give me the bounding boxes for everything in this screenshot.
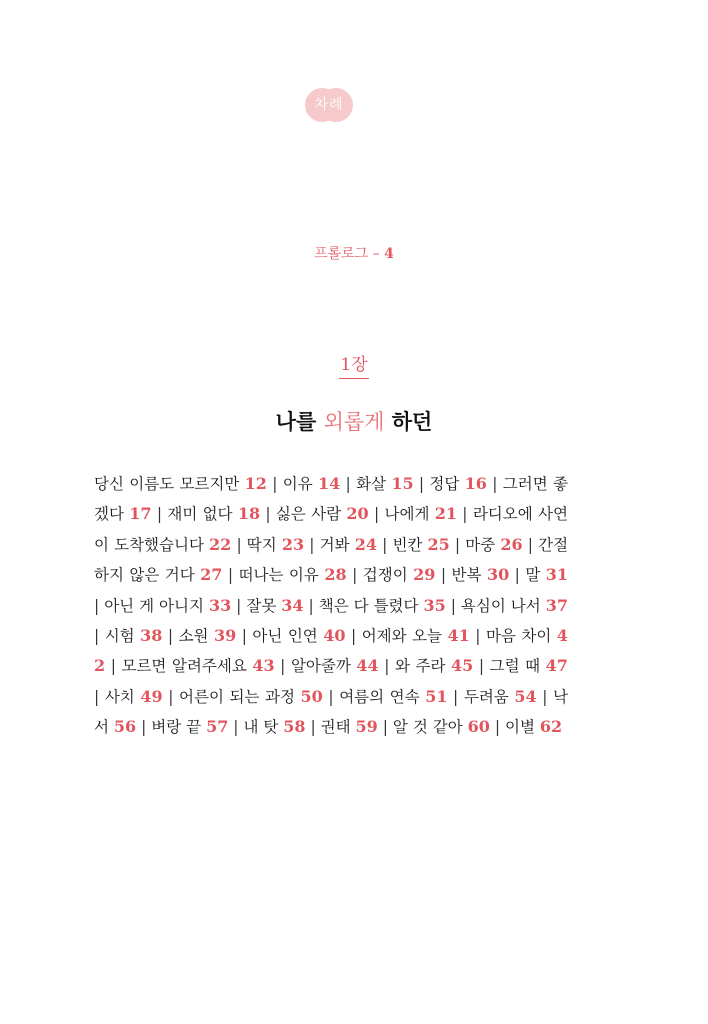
- toc-entry[interactable]: [363, 566, 436, 584]
- toc-entry[interactable]: [167, 505, 260, 523]
- toc-entry-title: 재미 없다: [167, 505, 233, 524]
- toc-entry-title: 모르면 알려주세요: [121, 657, 247, 676]
- toc-entry-title: 잘못: [246, 596, 277, 615]
- entry-separator: |: [494, 718, 501, 737]
- entry-separator: |: [94, 596, 100, 615]
- toc-entry-title: 간절하지 않은 거다: [94, 535, 569, 585]
- toc-entry-page: 44: [356, 656, 379, 676]
- entry-separator: |: [450, 596, 456, 615]
- toc-entry[interactable]: [465, 536, 522, 554]
- toc-entry-title: 이별: [504, 718, 535, 737]
- toc-entry-title: 권태: [320, 718, 351, 737]
- entry-separator: |: [462, 505, 468, 524]
- entry-separator: |: [514, 566, 520, 585]
- toc-entry[interactable]: [105, 688, 163, 706]
- chapter-title-pre: 나를: [275, 410, 317, 434]
- toc-entry-title: 싫은 사람: [275, 505, 342, 524]
- toc-entry-title: 그럴 때: [489, 657, 541, 676]
- toc-entry-page: 51: [425, 686, 448, 706]
- entry-separator: |: [308, 596, 314, 615]
- toc-entry-page: 24: [354, 534, 377, 554]
- toc-entry-page: 31: [545, 565, 569, 585]
- entry-separator: |: [280, 657, 286, 676]
- entry-separator: |: [475, 627, 481, 646]
- toc-entry[interactable]: [252, 627, 345, 645]
- toc-entry[interactable]: [395, 657, 473, 675]
- toc-entry-title: 화살: [356, 475, 387, 493]
- toc-entry-title: 어제와 오늘: [361, 627, 443, 646]
- toc-entry-page: 41: [447, 626, 470, 646]
- toc-entry[interactable]: [321, 718, 378, 736]
- toc-entry-title: 책은 다 틀렸다: [318, 596, 419, 615]
- toc-entry-page: 47: [545, 656, 568, 676]
- entry-separator: |: [384, 657, 390, 676]
- toc-entry-title: 정답: [429, 475, 460, 493]
- toc-entry-page: 28: [324, 565, 347, 585]
- entry-separator: |: [527, 535, 533, 554]
- toc-entry-title: 사치: [104, 687, 135, 706]
- toc-entry-page: 56: [113, 717, 137, 737]
- toc-entry[interactable]: [291, 657, 379, 675]
- toc-entry[interactable]: [464, 688, 537, 706]
- entry-separator: |: [233, 718, 239, 737]
- entry-separator: |: [265, 505, 271, 524]
- toc-entry-title: 와 주라: [395, 657, 446, 676]
- entry-separator: |: [94, 627, 100, 646]
- toc-entry-list: [94, 469, 568, 743]
- toc-entry-page: 42: [94, 626, 568, 676]
- toc-entry-title: 거봐: [319, 535, 350, 554]
- entry-separator: |: [440, 566, 447, 585]
- toc-entry-page: 49: [140, 686, 163, 706]
- chapter-number-label: 1장: [339, 350, 368, 379]
- toc-entry[interactable]: [392, 536, 449, 554]
- toc-entry-page: 15: [391, 474, 414, 493]
- prologue-title: 프롤로그: [314, 246, 369, 262]
- toc-entry[interactable]: [490, 657, 568, 675]
- toc-entry-page: 58: [283, 717, 306, 737]
- toc-entry[interactable]: [339, 688, 447, 706]
- toc-entry-title: 여름의 연속: [339, 687, 420, 706]
- entry-separator: |: [241, 627, 247, 646]
- toc-entry-title: 어른이 되는 과정: [179, 687, 295, 706]
- toc-entry-page: 16: [464, 474, 487, 493]
- entry-separator: |: [227, 566, 234, 585]
- toc-entry-page: 40: [323, 626, 346, 646]
- entry-separator: |: [310, 718, 316, 737]
- entry-separator: |: [382, 718, 388, 737]
- toc-entry-page: 59: [355, 717, 378, 737]
- toc-entry-page: 37: [545, 595, 568, 615]
- entry-separator: |: [94, 687, 100, 706]
- entry-separator: |: [478, 657, 485, 676]
- toc-entry-title: 욕심이 나서: [460, 596, 541, 615]
- toc-entry-title: 내 탓: [243, 718, 279, 737]
- toc-entry-page: 43: [252, 656, 275, 676]
- toc-entry-title: 그러면 좋겠다: [94, 475, 568, 524]
- entry-separator: |: [492, 475, 498, 493]
- entry-separator: |: [156, 505, 163, 524]
- toc-entry-page: 57: [206, 717, 229, 737]
- entry-separator: |: [350, 627, 357, 646]
- toc-entry[interactable]: [243, 718, 305, 736]
- toc-entry-title: 마음 차이: [485, 627, 552, 646]
- toc-entry-page: 45: [451, 656, 474, 676]
- toc-entry-page: 22: [209, 534, 232, 554]
- toc-entry[interactable]: [121, 657, 274, 675]
- toc-entry[interactable]: [429, 475, 487, 493]
- entry-separator: |: [373, 505, 380, 524]
- toc-entry-title: 떠나는 이유: [238, 566, 319, 585]
- toc-entry-title: 소원: [178, 627, 209, 646]
- toc-entry-page: 50: [300, 686, 323, 706]
- toc-entry[interactable]: [505, 718, 562, 736]
- toc-entry-title: 겁쟁이: [362, 566, 408, 585]
- toc-entry-title: 이유: [282, 475, 313, 493]
- toc-entry-title: 아닌 인연: [252, 627, 318, 646]
- toc-entry[interactable]: [179, 688, 323, 706]
- entry-separator: |: [345, 475, 351, 493]
- toc-entry-page: 34: [281, 595, 304, 615]
- toc-entry-title: 라디오에 사연이 도착했습니다: [94, 505, 568, 554]
- toc-entry-title: 반복: [451, 566, 482, 585]
- toc-entry-page: 29: [413, 565, 436, 585]
- toc-entry[interactable]: [151, 718, 228, 736]
- toc-entry-page: 27: [200, 565, 223, 585]
- toc-entry-page: 35: [423, 595, 446, 615]
- toc-entry[interactable]: [283, 475, 341, 493]
- toc-entry-page: 33: [208, 595, 232, 615]
- toc-entry-title: 아닌 게 아니지: [104, 596, 204, 615]
- toc-entry-page: 38: [140, 626, 163, 646]
- prologue-page: 4: [384, 246, 394, 262]
- toc-entry-page: 23: [281, 534, 305, 554]
- toc-entry-title: 알아줄까: [290, 657, 351, 676]
- toc-entry-title: 마중: [465, 535, 496, 554]
- toc-entry-page: 39: [213, 626, 237, 646]
- toc-entry[interactable]: [104, 597, 231, 615]
- toc-entry[interactable]: [385, 505, 457, 523]
- toc-entry-title: 나에게: [384, 505, 430, 524]
- entry-separator: |: [272, 475, 278, 493]
- toc-entry[interactable]: [461, 597, 568, 615]
- toc-entry[interactable]: [276, 505, 369, 523]
- toc-entry-page: 12: [244, 474, 267, 493]
- toc-entry-page: 14: [317, 474, 341, 493]
- chapter-title-accent: 외롭게: [323, 410, 385, 434]
- toc-entry[interactable]: [239, 566, 347, 584]
- toc-entry[interactable]: [94, 475, 267, 493]
- toc-entry-page: 30: [486, 565, 510, 585]
- toc-entry-page: 26: [500, 534, 523, 554]
- entry-separator: |: [453, 687, 459, 706]
- entry-separator: |: [418, 475, 425, 493]
- toc-entry-title: 두려움: [463, 687, 509, 706]
- entry-separator: |: [382, 535, 388, 554]
- toc-entry-title: 당신 이름도 모르지만: [94, 475, 240, 493]
- toc-entry[interactable]: [320, 536, 377, 554]
- entry-separator: |: [167, 627, 174, 646]
- entry-separator: |: [454, 535, 461, 554]
- toc-entry-title: 벼랑 끝: [151, 718, 202, 737]
- toc-entry-page: 62: [539, 717, 563, 737]
- entry-separator: |: [236, 535, 242, 554]
- toc-entry-title: 낙서: [94, 687, 568, 737]
- entry-separator: |: [328, 687, 334, 706]
- toc-label: 차례: [314, 97, 344, 113]
- entry-separator: |: [352, 566, 358, 585]
- entry-separator: |: [141, 718, 147, 737]
- toc-entry-page: 17: [129, 504, 152, 524]
- toc-entry-title: 딱지: [246, 535, 277, 554]
- entry-separator: |: [542, 687, 548, 706]
- toc-entry[interactable]: [393, 718, 490, 736]
- toc-entry[interactable]: [105, 627, 163, 645]
- toc-entry[interactable]: [452, 566, 510, 584]
- toc-entry-page: 21: [434, 504, 457, 524]
- toc-entry[interactable]: [525, 566, 568, 584]
- entry-separator: |: [309, 535, 315, 554]
- toc-entry-page: 25: [427, 534, 450, 554]
- toc-entry[interactable]: [319, 597, 446, 615]
- toc-entry-title: 시험: [104, 627, 135, 646]
- toc-entry-title: 빈칸: [392, 535, 423, 554]
- toc-entry-page: 18: [237, 504, 261, 524]
- toc-entry[interactable]: [246, 597, 303, 615]
- chapter-title-post: 하던: [391, 410, 433, 434]
- entry-separator: |: [110, 657, 116, 676]
- toc-entry[interactable]: [179, 627, 237, 645]
- prologue-dash: –: [372, 246, 380, 262]
- toc-entry[interactable]: [247, 536, 304, 554]
- chapter-number: [0, 350, 708, 379]
- entry-separator: |: [236, 596, 242, 615]
- toc-entry-page: 60: [467, 717, 490, 737]
- prologue-entry[interactable]: [0, 243, 708, 263]
- toc-entry[interactable]: [356, 475, 414, 493]
- toc-entry-page: 54: [514, 686, 537, 706]
- chapter-title: [0, 406, 708, 436]
- toc-entry-page: 20: [346, 504, 369, 524]
- entry-separator: |: [168, 687, 174, 706]
- toc-entry-title: 말: [525, 566, 541, 585]
- toc-badge: [305, 88, 353, 122]
- toc-entry-title: 알 것 같아: [392, 718, 463, 737]
- toc-entry[interactable]: [362, 627, 470, 645]
